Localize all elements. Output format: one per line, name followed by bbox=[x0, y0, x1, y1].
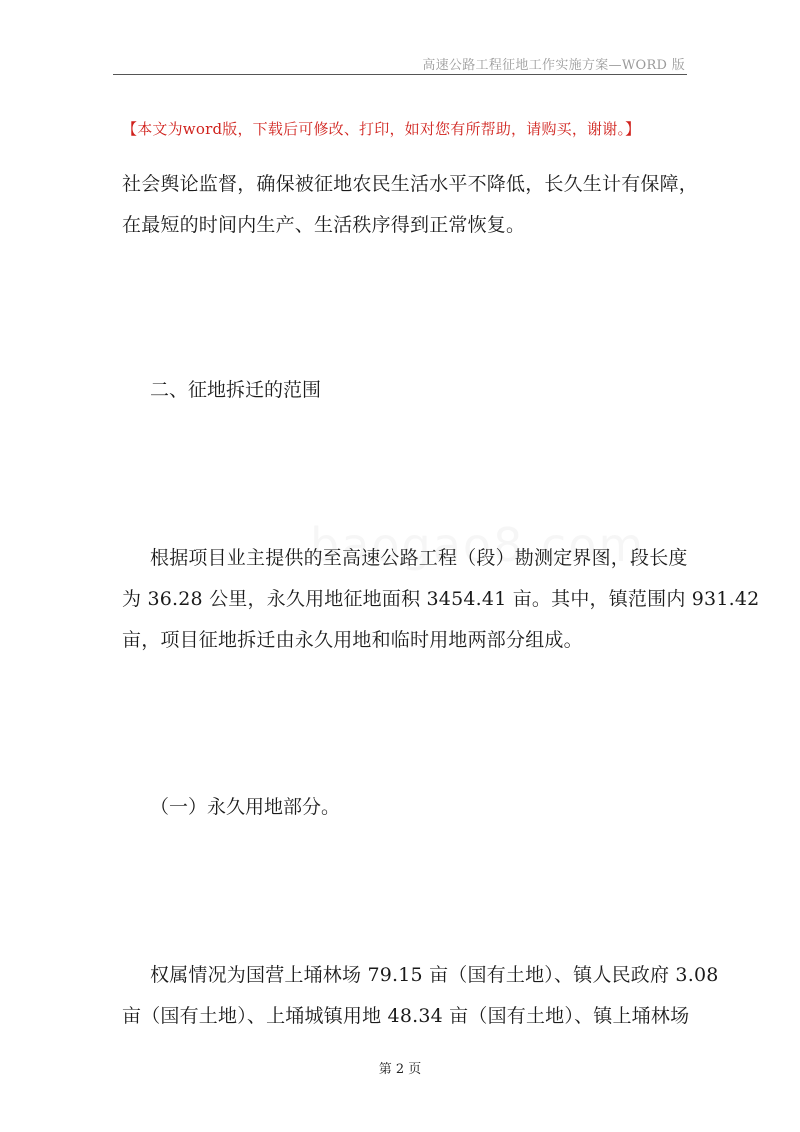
header-title: 高速公路工程征地工作实施方案—WORD 版 bbox=[422, 58, 685, 73]
paragraph-line: 权属情况为国营上埇林场 79.15 亩（国有土地）、镇人民政府 3.08 bbox=[150, 964, 719, 986]
paragraph-line: 亩（国有土地）、上埇城镇用地 48.34 亩（国有土地）、镇上埇林场 bbox=[122, 1005, 690, 1027]
paragraph-line: 在最短的时间内生产、生活秩序得到正常恢复。 bbox=[122, 214, 526, 236]
section-heading-scope: 二、征地拆迁的范围 bbox=[150, 379, 322, 401]
paragraph-line: 为 36.28 公里，永久用地征地面积 3454.41 亩。其中，镇范围内 931.42 bbox=[122, 588, 760, 610]
page-header bbox=[113, 52, 687, 75]
paragraph-line: 亩，项目征地拆迁由永久用地和临时用地两部分组成。 bbox=[122, 629, 583, 651]
subsection-heading-permanent-land: （一）永久用地部分。 bbox=[150, 796, 341, 818]
paragraph-scope bbox=[122, 538, 760, 661]
download-notice: 【本文为word版，下载后可修改、打印，如对您有所帮助，请购买，谢谢。】 bbox=[122, 120, 641, 138]
paragraph-ownership bbox=[122, 955, 719, 1037]
page-number: 第 2 页 bbox=[378, 1062, 422, 1077]
paragraph-line: 根据项目业主提供的至高速公路工程（段）勘测定界图，段长度 bbox=[150, 547, 688, 569]
paragraph-supervision bbox=[122, 164, 699, 246]
paragraph-line: 社会舆论监督，确保被征地农民生活水平不降低，长久生计有保障， bbox=[122, 173, 699, 195]
